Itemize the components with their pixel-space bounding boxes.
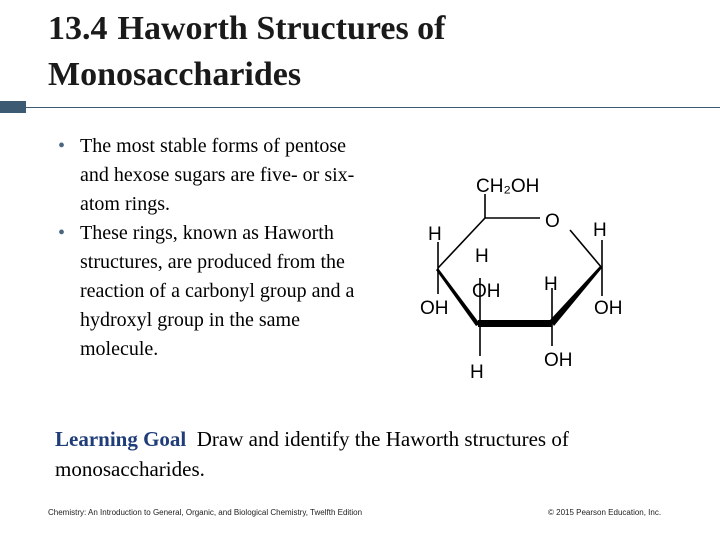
learning-goal-label: Learning Goal: [55, 427, 187, 451]
label-h-c2: H: [544, 274, 558, 295]
bullet-item: [56, 219, 356, 364]
title-text: Haworth Structures of Monosaccharides: [48, 10, 446, 93]
bond-c3-c2-bold: [478, 320, 552, 327]
label-h-c3: H: [470, 362, 484, 383]
label-ring-oxygen: O: [545, 211, 560, 232]
label-h-c4: H: [475, 246, 489, 267]
label-oh-c3: OH: [472, 281, 501, 302]
bullet-text: The most stable forms of pentose and hexose sugars are five- or six-atom rings.: [80, 135, 355, 215]
bullet-icon: •: [58, 222, 66, 244]
learning-goal: [55, 424, 675, 484]
title-rule-line: [26, 107, 720, 108]
bullet-list: [56, 132, 356, 364]
learning-goal-text: Draw and identify the Haworth structures of monosaccharides.: [55, 427, 569, 481]
label-oh-c1: OH: [594, 298, 623, 319]
slide-title: [48, 6, 648, 98]
bullet-icon: •: [58, 135, 66, 157]
bullet-text: These rings, known as Haworth structures, are produced from the reaction of a carbonyl group and a hydroxyl group in the same molecule.: [80, 222, 355, 360]
label-h-c1: H: [593, 220, 607, 241]
title-rule-marker: [0, 101, 26, 113]
label-h-c5: H: [428, 224, 442, 245]
bullet-item: [56, 132, 356, 219]
haworth-structure-diagram: [420, 160, 650, 390]
label-ch2oh: CH₂OH: [476, 176, 540, 197]
label-oh-c2: OH: [544, 350, 573, 371]
footer-book-title: Chemistry: An Introduction to General, Organic, and Biological Chemistry, Twelfth Edition: [48, 508, 363, 517]
section-number: 13.4: [48, 10, 108, 47]
footer-copyright: © 2015 Pearson Education, Inc.: [548, 508, 662, 517]
label-oh-c4: OH: [420, 298, 449, 319]
